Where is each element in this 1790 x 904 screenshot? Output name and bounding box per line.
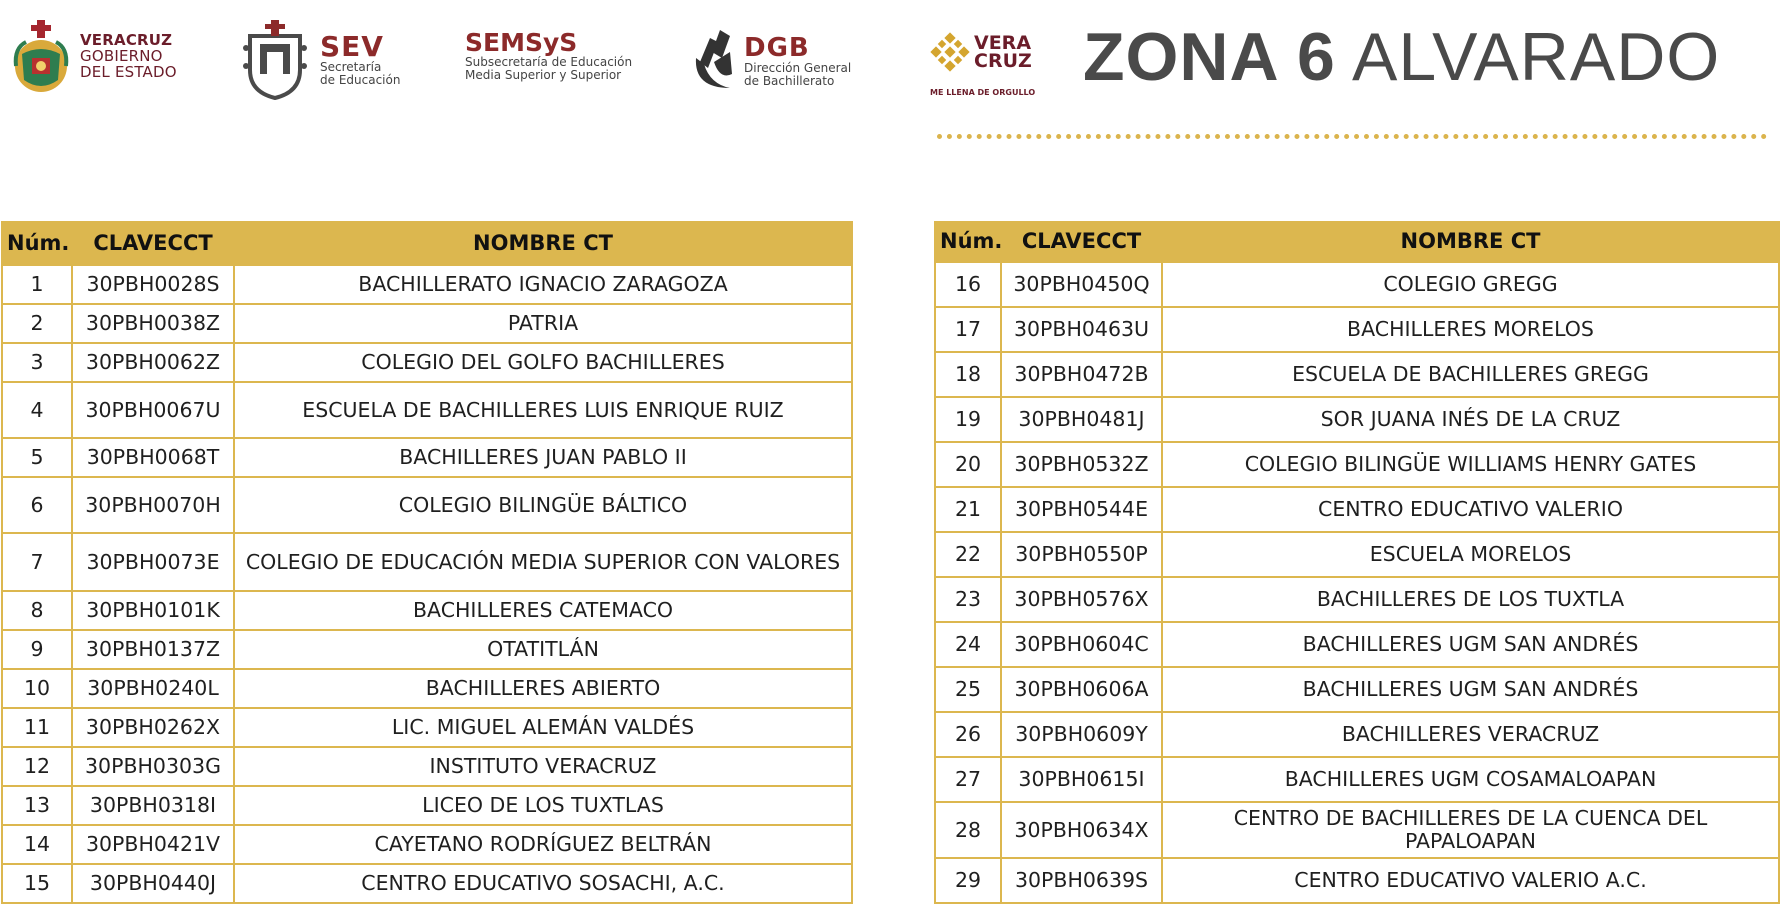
cell-nombre: BACHILLERES UGM SAN ANDRÉS [1162, 622, 1779, 667]
cell-clave: 30PBH0421V [72, 825, 234, 864]
table-row [2, 438, 852, 477]
cell-clave: 30PBH0576X [1001, 577, 1162, 622]
cell-num: 28 [935, 802, 1001, 858]
veracruz-pattern-icon [930, 32, 970, 72]
cell-clave: 30PBH0463U [1001, 307, 1162, 352]
cell-clave: 30PBH0634X [1001, 802, 1162, 858]
veracruz-logo-line1: VERACRUZ [80, 31, 173, 50]
table-row [935, 622, 1779, 667]
semsys-logo [465, 30, 632, 81]
dgb-emblem-icon [690, 28, 736, 94]
table-row [2, 591, 852, 630]
cell-num: 22 [935, 532, 1001, 577]
cell-num: 23 [935, 577, 1001, 622]
cell-nombre: ESCUELA DE BACHILLERES GREGG [1162, 352, 1779, 397]
table-row [935, 577, 1779, 622]
cell-num: 14 [2, 825, 72, 864]
header-nombre: NOMBRE CT [234, 222, 852, 265]
table-row [2, 265, 852, 304]
cell-nombre: COLEGIO BILINGÜE BÁLTICO [234, 477, 852, 533]
header [0, 0, 1790, 140]
table-row [2, 669, 852, 708]
cell-clave: 30PBH0639S [1001, 858, 1162, 903]
table-row [2, 343, 852, 382]
cell-num: 3 [2, 343, 72, 382]
header-clave: CLAVECCT [72, 222, 234, 265]
table-header-row [935, 222, 1779, 262]
cell-nombre: CENTRO EDUCATIVO VALERIO [1162, 487, 1779, 532]
cell-clave: 30PBH0604C [1001, 622, 1162, 667]
cell-num: 20 [935, 442, 1001, 487]
coat-of-arms-icon [10, 18, 72, 96]
cell-nombre: BACHILLERES VERACRUZ [1162, 712, 1779, 757]
table-row [935, 397, 1779, 442]
cell-clave: 30PBH0450Q [1001, 262, 1162, 307]
header-clave: CLAVECCT [1001, 222, 1162, 262]
table-row [2, 708, 852, 747]
cell-clave: 30PBH0318I [72, 786, 234, 825]
cell-nombre: CENTRO DE BACHILLERES DE LA CUENCA DEL PAPALOAPAN [1162, 802, 1779, 858]
cell-clave: 30PBH0070H [72, 477, 234, 533]
semsys-line1: Subsecretaría de Educación [465, 55, 633, 70]
cell-num: 16 [935, 262, 1001, 307]
cell-num: 18 [935, 352, 1001, 397]
veracruz-brand-line2: CRUZ [974, 50, 1032, 72]
table-row [935, 667, 1779, 712]
dgb-line1: Dirección General [744, 61, 852, 76]
table-row [2, 786, 852, 825]
page-title-place: ALVARADO [1351, 19, 1721, 95]
cell-nombre: BACHILLERES MORELOS [1162, 307, 1779, 352]
veracruz-logo-line2: GOBIERNO [80, 47, 163, 66]
cell-clave: 30PBH0472B [1001, 352, 1162, 397]
cell-num: 29 [935, 858, 1001, 903]
cell-nombre: COLEGIO BILINGÜE WILLIAMS HENRY GATES [1162, 442, 1779, 487]
cell-clave: 30PBH0101K [72, 591, 234, 630]
table-row [935, 858, 1779, 903]
cell-num: 26 [935, 712, 1001, 757]
cell-clave: 30PBH0067U [72, 382, 234, 438]
header-num: Núm. [935, 222, 1001, 262]
cell-clave: 30PBH0068T [72, 438, 234, 477]
table-row [935, 712, 1779, 757]
cell-nombre: ESCUELA MORELOS [1162, 532, 1779, 577]
cell-clave: 30PBH0440J [72, 864, 234, 903]
cell-clave: 30PBH0262X [72, 708, 234, 747]
cell-nombre: CAYETANO RODRÍGUEZ BELTRÁN [234, 825, 852, 864]
cell-nombre: OTATITLÁN [234, 630, 852, 669]
veracruz-brand-tagline: ME LLENA DE ORGULLO [930, 88, 1036, 97]
table-row [935, 262, 1779, 307]
table-row [2, 825, 852, 864]
table-row [2, 477, 852, 533]
cell-nombre: INSTITUTO VERACRUZ [234, 747, 852, 786]
cell-nombre: BACHILLERES UGM SAN ANDRÉS [1162, 667, 1779, 712]
cell-num: 15 [2, 864, 72, 903]
cell-clave: 30PBH0073E [72, 533, 234, 591]
sev-shield-icon [240, 18, 310, 100]
cell-nombre: ESCUELA DE BACHILLERES LUIS ENRIQUE RUIZ [234, 382, 852, 438]
cell-clave: 30PBH0028S [72, 265, 234, 304]
cell-clave: 30PBH0240L [72, 669, 234, 708]
table-row [935, 802, 1779, 858]
cell-clave: 30PBH0606A [1001, 667, 1162, 712]
cell-clave: 30PBH0615I [1001, 757, 1162, 802]
cell-num: 5 [2, 438, 72, 477]
dgb-line2: de Bachillerato [744, 73, 835, 88]
table-row [935, 307, 1779, 352]
header-nombre: NOMBRE CT [1162, 222, 1779, 262]
cell-nombre: BACHILLERES DE LOS TUXTLA [1162, 577, 1779, 622]
cell-nombre: PATRIA [234, 304, 852, 343]
veracruz-logo-line3: DEL ESTADO [80, 62, 177, 81]
sev-logo [240, 18, 400, 100]
cell-num: 19 [935, 397, 1001, 442]
semsys-line2: Media Superior y Superior [465, 67, 622, 82]
cell-nombre: COLEGIO GREGG [1162, 262, 1779, 307]
veracruz-gobierno-logo [10, 18, 177, 96]
cell-clave: 30PBH0532Z [1001, 442, 1162, 487]
cell-num: 25 [935, 667, 1001, 712]
cell-nombre: SOR JUANA INÉS DE LA CRUZ [1162, 397, 1779, 442]
cell-nombre: LICEO DE LOS TUXTLAS [234, 786, 852, 825]
cell-nombre: BACHILLERES UGM COSAMALOAPAN [1162, 757, 1779, 802]
cell-nombre: BACHILLERES JUAN PABLO II [234, 438, 852, 477]
cell-nombre: LIC. MIGUEL ALEMÁN VALDÉS [234, 708, 852, 747]
cell-clave: 30PBH0544E [1001, 487, 1162, 532]
sev-line2: de Educación [320, 72, 401, 87]
cell-num: 24 [935, 622, 1001, 667]
veracruz-brand-line1: VERA [974, 31, 1032, 54]
schools-table-left [1, 221, 853, 904]
table-row [2, 382, 852, 438]
cell-num: 2 [2, 304, 72, 343]
page-title-zone: ZONA 6 [1083, 19, 1336, 95]
cell-num: 10 [2, 669, 72, 708]
table-row [2, 533, 852, 591]
cell-clave: 30PBH0137Z [72, 630, 234, 669]
cell-num: 12 [2, 747, 72, 786]
cell-num: 6 [2, 477, 72, 533]
cell-num: 8 [2, 591, 72, 630]
table-row [2, 864, 852, 903]
page-title [1083, 18, 1720, 96]
cell-num: 21 [935, 487, 1001, 532]
sev-title: SEV [320, 29, 384, 63]
cell-clave: 30PBH0609Y [1001, 712, 1162, 757]
cell-num: 7 [2, 533, 72, 591]
table-row [2, 630, 852, 669]
sev-line1: Secretaría [320, 60, 382, 75]
table-row [935, 532, 1779, 577]
cell-nombre: BACHILLERES ABIERTO [234, 669, 852, 708]
table-row [2, 304, 852, 343]
table-row [935, 442, 1779, 487]
cell-clave: 30PBH0062Z [72, 343, 234, 382]
cell-clave: 30PBH0303G [72, 747, 234, 786]
cell-num: 27 [935, 757, 1001, 802]
semsys-title: SEMSyS [465, 28, 578, 57]
cell-clave: 30PBH0038Z [72, 304, 234, 343]
veracruz-brand-logo [930, 31, 1036, 97]
table-row [935, 757, 1779, 802]
header-num: Núm. [2, 222, 72, 265]
cell-num: 4 [2, 382, 72, 438]
cell-nombre: BACHILLERES CATEMACO [234, 591, 852, 630]
table-row [2, 747, 852, 786]
cell-nombre: COLEGIO DEL GOLFO BACHILLERES [234, 343, 852, 382]
cell-nombre: BACHILLERATO IGNACIO ZARAGOZA [234, 265, 852, 304]
dgb-logo [690, 28, 851, 94]
dotted-divider [937, 134, 1767, 139]
cell-num: 17 [935, 307, 1001, 352]
cell-nombre: CENTRO EDUCATIVO SOSACHI, A.C. [234, 864, 852, 903]
cell-num: 13 [2, 786, 72, 825]
cell-clave: 30PBH0550P [1001, 532, 1162, 577]
table-header-row [2, 222, 852, 265]
dgb-title: DGB [744, 32, 810, 63]
table-row [935, 352, 1779, 397]
cell-nombre: CENTRO EDUCATIVO VALERIO A.C. [1162, 858, 1779, 903]
table-row [935, 487, 1779, 532]
cell-nombre: COLEGIO DE EDUCACIÓN MEDIA SUPERIOR CON VALORES [234, 533, 852, 591]
cell-num: 11 [2, 708, 72, 747]
cell-clave: 30PBH0481J [1001, 397, 1162, 442]
cell-num: 9 [2, 630, 72, 669]
cell-num: 1 [2, 265, 72, 304]
schools-table-right [934, 221, 1780, 904]
